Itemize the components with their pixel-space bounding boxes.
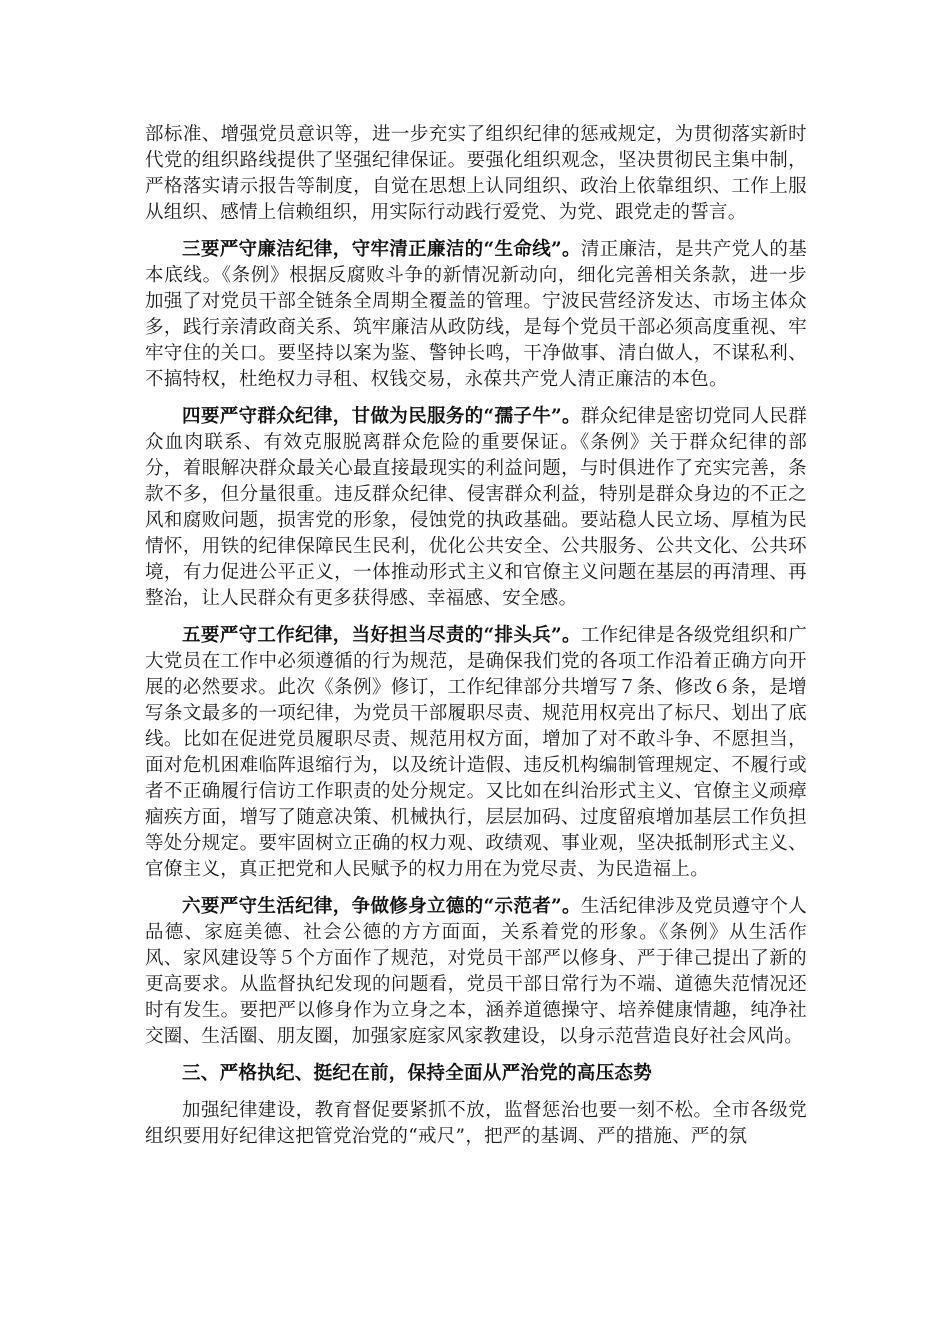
intro-text: 部标准、增强党员意识等，进一步充实了组织纪律的惩戒规定，为贯彻落实新时代党的组织路线提供了坚强纪律保证。要强化组织观念，坚决贯彻民主集中制，严格落实请示报告等制度，自觉在思想上认同组织、政治上依靠组织、工作上服从组织、感情上信赖组织，用实际行动践行爱党、为党、跟党走的誓言。 [145,124,807,223]
section-paragraph-masses [145,404,807,612]
closing-paragraph [145,1098,807,1150]
section-heading: 三、严格执纪、挺纪在前，保持全面从严治党的高压态势 [182,1063,653,1084]
section-body: 群众纪律是密切党同人民群众血肉联系、有效克服脱离群众危险的重要保证。《条例》关于群众纪律的部分，着眼解决群众最关心最直接最现实的利益问题，与时俱进作了充实完善，条款不多，但分量很重。违反群众纪律、侵害群众利益，特别是群众身边的不正之风和腐败问题，损害党的形象，侵蚀党的执政基础。要站稳人民立场、厚植为民情怀，用铁的纪律保障民生民利，优化公共安全、公共服务、公共文化、公共环境，有力促进公平正义，一体推动形式主义和官僚主义问题在基层的再清理、再整治，让人民群众有更多获得感、幸福感、安全感。 [145,406,807,609]
document-body [145,122,807,1161]
closing-text: 加强纪律建设，教育督促要紧抓不放，监督惩治也要一刻不松。全市各级党组织要用好纪律这把管党治党的“戒尺”，把严的基调、严的措施、严的氛 [145,1100,807,1147]
section-lead: 四要严守群众纪律，甘做为民服务的“孺子牛”。 [182,406,581,427]
section-lead: 三要严守廉洁纪律，守牢清正廉洁的“生命线”。 [182,239,581,260]
section-lead: 六要严守生活纪律，争做修身立德的“示范者”。 [182,896,581,917]
section-body: 生活纪律涉及党员遵守个人品德、家庭美德、社会公德的方方面面，关系着党的形象。《条例》从生活作风、家风建设等５个方面作了规范，对党员干部严以修身、严于律己提出了新的更高要求。从监督执纪发现的问题看，党员干部日常行为不端、道德失范情况还时有发生。要把严以修身作为立身之本，涵养道德操守、培养健康情趣，纯净社交圈、生活圈、朋友圈，加强家庭家风家教建设，以身示范营造良好社会风尚。 [145,896,807,1047]
section-paragraph-integrity [145,237,807,393]
section-paragraph-work [145,623,807,883]
section-lead: 五要严守工作纪律，当好担当尽责的“排头兵”。 [182,625,581,646]
section-body: 工作纪律是各级党组织和广大党员在工作中必须遵循的行为规范，是确保我们党的各项工作沿着正确方向开展的必然要求。此次《条例》修订，工作纪律部分共增写７条、修改６条，是增写条文最多的一项纪律，为党员干部履职尽责、规范用权亮出了标尺、划出了底线。比如在促进党员履职尽责、规范用权方面，增加了对不敢斗争、不愿担当，面对危机困难临阵退缩行为，以及统计造假、违反机构编制管理规定、不履行或者不正确履行信访工作职责的处分规定。又比如在纠治形式主义、官僚主义顽瘴痼疾方面，增写了随意决策、机械执行，层层加码、过度留痕增加基层工作负担等处分规定。要牢固树立正确的权力观、政绩观、事业观，坚决抵制形式主义、官僚主义，真正把党和人民赋予的权力用在为党尽责、为民造福上。 [145,625,807,880]
intro-paragraph [145,122,807,226]
section-body: 清正廉洁，是共产党人的基本底线。《条例》根据反腐败斗争的新情况新动向，细化完善相关条款，进一步加强了对党员干部全链条全周期全覆盖的管理。宁波民营经济发达、市场主体众多，践行亲清政商关系、筑牢廉洁从政防线，是每个党员干部必须高度重视、牢牢守住的关口。要坚持以案为鉴、警钟长鸣，干净做事、清白做人，不谋私利、不搞特权，杜绝权力寻租、权钱交易，永葆共产党人清正廉洁的本色。 [145,239,807,390]
section-paragraph-life [145,894,807,1050]
